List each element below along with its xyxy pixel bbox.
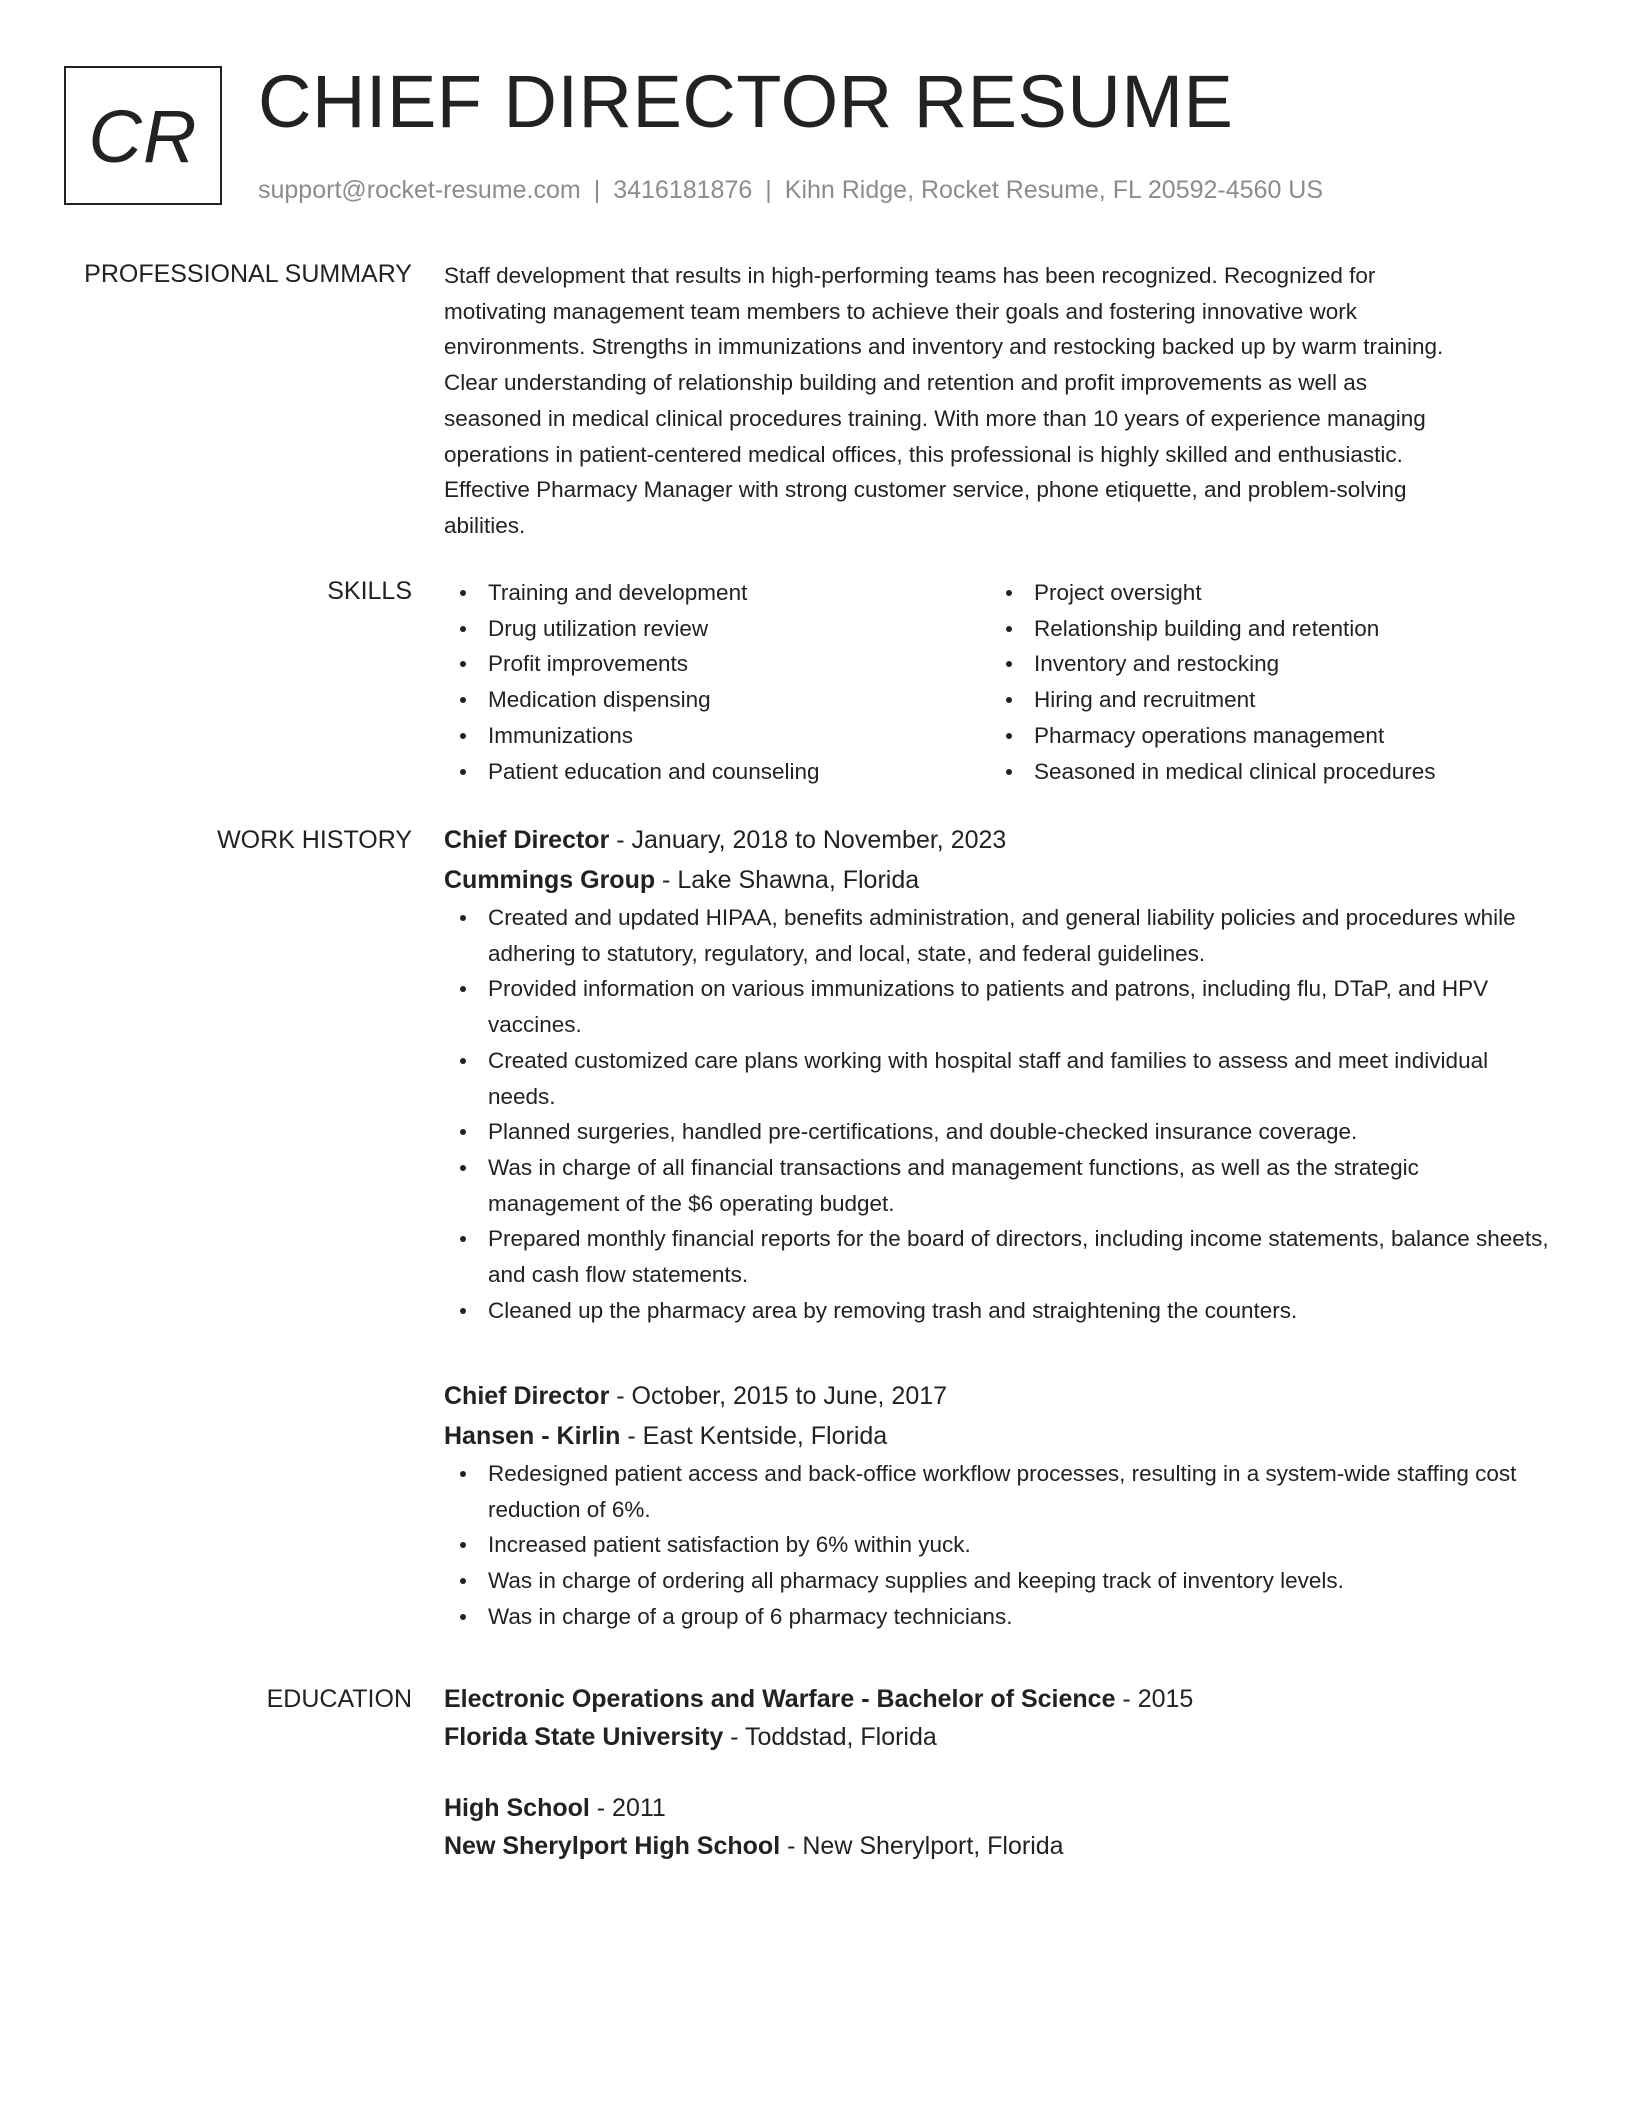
edu-location: - New Sherylport, Florida <box>780 1831 1064 1860</box>
contact-address: Kihn Ridge, Rocket Resume, FL 20592-4560 US <box>784 176 1324 204</box>
edu-school: New Sherylport High School <box>444 1831 781 1860</box>
skill-item: Pharmacy operations management <box>990 718 1556 754</box>
skills-column-right <box>990 575 1556 789</box>
edu-degree: High School <box>444 1794 590 1822</box>
job-title: Chief Director <box>444 826 610 854</box>
edu-school-line <box>444 1828 1556 1866</box>
edu-school: Florida State University <box>444 1722 724 1751</box>
monogram-box <box>64 66 222 205</box>
job-location: - Lake Shawna, Florida <box>655 866 920 894</box>
summary-line: operations in patient-centered medical offices, this professional is highly skilled and enthusiastic. <box>444 441 1403 467</box>
job-duties <box>444 1456 1556 1635</box>
section-label-work-history: WORK HISTORY <box>217 826 412 854</box>
edu-year: - 2011 <box>589 1794 666 1822</box>
duty-item: Was in charge of ordering all pharmacy supplies and keeping track of inventory levels. <box>444 1563 1556 1599</box>
resume-title: CHIEF DIRECTOR RESUME <box>258 60 1234 143</box>
education-entry <box>444 1681 1556 1756</box>
skill-item: Training and development <box>444 575 990 611</box>
skill-item: Drug utilization review <box>444 611 990 647</box>
skill-item: Patient education and counseling <box>444 754 990 790</box>
section-label-education: EDUCATION <box>266 1685 412 1713</box>
skill-item: Inventory and restocking <box>990 646 1556 682</box>
duty-item: Planned surgeries, handled pre-certifications, and double-checked insurance coverage. <box>444 1114 1556 1150</box>
duty-item: Provided information on various immunizations to patients and patrons, including flu, DTaP, and HPV vaccines. <box>444 971 1556 1042</box>
job-company: Cummings Group <box>444 866 656 894</box>
skills-list <box>444 575 1556 789</box>
job-entry <box>444 820 1556 1328</box>
job-location: - East Kentside, Florida <box>620 1422 888 1450</box>
summary-line: Effective Pharmacy Manager with strong customer service, phone etiquette, and problem-solving <box>444 477 1407 503</box>
job-company: Hansen - Kirlin <box>444 1422 621 1450</box>
edu-degree-line <box>444 1790 1556 1828</box>
edu-year: - 2015 <box>1115 1685 1194 1713</box>
contact-line <box>258 174 1323 206</box>
summary-line: environments. Strengths in immunizations and inventory and restocking backed up by warm training. <box>444 334 1444 360</box>
skill-item: Profit improvements <box>444 646 990 682</box>
job-title: Chief Director <box>444 1382 610 1410</box>
edu-degree: Electronic Operations and Warfare - Bachelor of Science <box>444 1685 1116 1713</box>
edu-degree-line <box>444 1681 1556 1719</box>
skill-item: Medication dispensing <box>444 682 990 718</box>
job-dates: - January, 2018 to November, 2023 <box>609 826 1007 854</box>
job-entry <box>444 1376 1556 1635</box>
duty-item: Created customized care plans working with hospital staff and families to assess and meet individual needs. <box>444 1043 1556 1114</box>
summary-line: motivating management team members to achieve their goals and fostering innovative work <box>444 298 1357 324</box>
monogram-initials: CR <box>88 95 198 178</box>
skills-column-left <box>444 575 990 789</box>
duty-item: Cleaned up the pharmacy area by removing trash and straightening the counters. <box>444 1293 1556 1329</box>
summary-line: seasoned in medical clinical procedures training. With more than 10 years of experience managing <box>444 405 1426 431</box>
duty-item: Prepared monthly financial reports for the board of directors, including income statements, balance sheets, and cash flow statements. <box>444 1221 1556 1292</box>
skill-item: Relationship building and retention <box>990 611 1556 647</box>
summary-line: Staff development that results in high-performing teams has been recognized. Recognized for <box>444 263 1376 288</box>
job-duties <box>444 900 1556 1328</box>
job-company-line <box>444 860 1556 900</box>
section-label-skills: SKILLS <box>327 577 412 605</box>
job-title-line <box>444 820 1556 860</box>
duty-item: Was in charge of all financial transactions and management functions, as well as the strategic management of the $6 operating budget. <box>444 1150 1556 1221</box>
edu-school-line <box>444 1719 1556 1757</box>
section-label-summary: PROFESSIONAL SUMMARY <box>84 260 412 288</box>
skill-item: Immunizations <box>444 718 990 754</box>
contact-email[interactable]: support@rocket-resume.com <box>258 176 581 204</box>
duty-item: Was in charge of a group of 6 pharmacy technicians. <box>444 1599 1556 1635</box>
skill-item: Hiring and recruitment <box>990 682 1556 718</box>
duty-item: Redesigned patient access and back-office workflow processes, resulting in a system-wide staffing cost reduction of 6%. <box>444 1456 1556 1527</box>
job-company-line <box>444 1416 1556 1456</box>
summary-text <box>444 258 1556 544</box>
skill-item: Seasoned in medical clinical procedures <box>990 754 1556 790</box>
job-title-line <box>444 1376 1556 1416</box>
skill-item: Project oversight <box>990 575 1556 611</box>
education-entry <box>444 1790 1556 1865</box>
contact-phone[interactable]: 3416181876 <box>613 176 753 204</box>
contact-separator: | <box>593 176 601 204</box>
duty-item: Created and updated HIPAA, benefits administration, and general liability policies and procedures while adhering to statutory, regulatory, and local, state, and federal guidelines. <box>444 900 1556 971</box>
summary-line: Clear understanding of relationship building and retention and profit improvements as well as <box>444 370 1368 396</box>
summary-line: abilities. <box>444 512 526 538</box>
contact-separator: | <box>765 176 772 204</box>
edu-location: - Toddstad, Florida <box>723 1722 937 1751</box>
duty-item: Increased patient satisfaction by 6% within yuck. <box>444 1527 1556 1563</box>
job-dates: - October, 2015 to June, 2017 <box>609 1382 948 1410</box>
